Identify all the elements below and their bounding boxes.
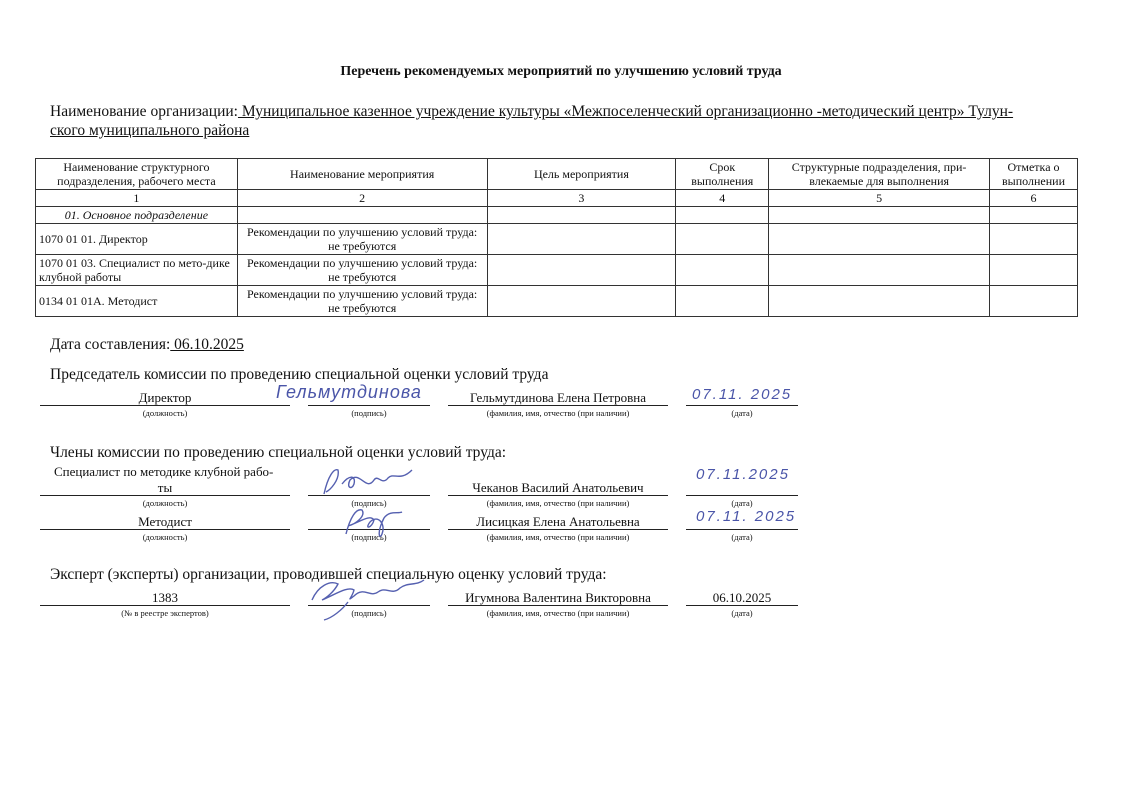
empty-cell [990, 207, 1078, 224]
signature-caption: (подпись) [351, 498, 387, 508]
table-row [36, 286, 1078, 317]
organization-block [50, 102, 1080, 140]
row-term [676, 286, 769, 317]
column-number: 5 [769, 190, 990, 207]
date-caption: (дата) [731, 498, 753, 508]
member1-name: Чеканов Василий Анатольевич [448, 480, 668, 496]
chairman-signature-handwritten: Гельмутдинова [276, 382, 422, 402]
member2-name: Лисицкая Елена Анатольевна [448, 514, 668, 530]
header-units: Структурные подразделения, при-влекаемые для выполнения [769, 159, 990, 190]
column-number: 4 [676, 190, 769, 207]
signature-caption: (подпись) [351, 532, 387, 542]
expert-signature-row [0, 588, 1122, 618]
compile-date [50, 336, 244, 354]
table-row [36, 255, 1078, 286]
measures-table [35, 158, 1078, 317]
expert-name: Игумнова Валентина Викторовна [448, 590, 668, 606]
member2-position: Методист [40, 514, 290, 530]
row-measure: Рекомендации по улучшению условий труда: не требуются [237, 286, 487, 317]
fio-caption: (фамилия, имя, отчество (при наличии) [486, 408, 630, 418]
row-mark [990, 255, 1078, 286]
column-number: 3 [487, 190, 676, 207]
signature-caption: (подпись) [351, 408, 387, 418]
column-number: 6 [990, 190, 1078, 207]
chairman-heading: Председатель комиссии по проведению специальной оценки условий труда [50, 366, 549, 383]
chairman-position: Директор [40, 390, 290, 406]
member1-signature-icon [316, 466, 416, 496]
fio-caption: (фамилия, имя, отчество (при наличии) [486, 608, 630, 618]
row-units [769, 286, 990, 317]
date-caption: (дата) [731, 408, 753, 418]
chairman-name: Гельмутдинова Елена Петровна [448, 390, 668, 406]
row-units [769, 224, 990, 255]
member2-date-handwritten: 07.11. 2025 [696, 508, 797, 525]
expert-number-caption: (№ в реестре экспертов) [121, 608, 209, 618]
empty-cell [676, 207, 769, 224]
section-row [36, 207, 1078, 224]
fio-caption: (фамилия, имя, отчество (при наличии) [486, 498, 630, 508]
organization-name-line1: Муниципальное казенное учреждение культуры «Межпоселенческий организационно -методический центр» Тулун- [237, 103, 1014, 120]
row-mark [990, 286, 1078, 317]
header-goal: Цель мероприятия [487, 159, 676, 190]
member1-date-handwritten: 07.11.2025 [696, 466, 790, 483]
row-measure: Рекомендации по улучшению условий труда: не требуются [237, 255, 487, 286]
table-row [36, 224, 1078, 255]
row-goal [487, 255, 676, 286]
member-signature-row [0, 464, 1122, 508]
chairman-date-handwritten: 07.11. 2025 [692, 386, 793, 403]
signature-caption: (подпись) [351, 608, 387, 618]
column-number: 1 [36, 190, 238, 207]
member2-signature-icon [336, 504, 406, 538]
row-place: 1070 01 01. Директор [36, 224, 238, 255]
position-caption: (должность) [142, 532, 188, 542]
table-number-row [36, 190, 1078, 207]
compile-date-label: Дата составления: [50, 336, 171, 353]
empty-cell [487, 207, 676, 224]
header-mark: Отметка о выполнении [990, 159, 1078, 190]
section-title: 01. Основное подразделение [36, 207, 238, 224]
row-goal [487, 224, 676, 255]
fio-caption: (фамилия, имя, отчество (при наличии) [486, 532, 630, 542]
members-heading: Члены комиссии по проведению специальной оценки условий труда: [50, 444, 507, 461]
row-term [676, 255, 769, 286]
member1-position-line1: Специалист по методике клубной рабо- [54, 464, 274, 479]
member-signature-row [0, 508, 1122, 542]
member1-position-line2: ты [40, 480, 290, 496]
expert-heading: Эксперт (эксперты) организации, проводившей специальную оценку условий труда: [50, 566, 607, 583]
row-units [769, 255, 990, 286]
row-mark [990, 224, 1078, 255]
position-caption: (должность) [142, 498, 188, 508]
row-place: 1070 01 03. Специалист по мето-дике клубной работы [36, 255, 238, 286]
date-caption: (дата) [731, 608, 753, 618]
expert-registry-number: 1383 [40, 590, 290, 606]
expert-signature-icon [308, 578, 428, 624]
empty-cell [769, 207, 990, 224]
empty-cell [237, 207, 487, 224]
date-caption: (дата) [731, 532, 753, 542]
chairman-signature-row [0, 382, 1122, 418]
organization-label: Наименование организации: [50, 103, 238, 120]
row-goal [487, 286, 676, 317]
expert-date: 06.10.2025 [686, 590, 798, 606]
header-measure: Наименование мероприятия [237, 159, 487, 190]
header-place: Наименование структурного подразделения, рабочего места [36, 159, 238, 190]
column-number: 2 [237, 190, 487, 207]
position-caption: (должность) [142, 408, 188, 418]
document-title: Перечень рекомендуемых мероприятий по улучшению условий труда [340, 64, 782, 79]
header-term: Срок выполнения [676, 159, 769, 190]
row-place: 0134 01 01А. Методист [36, 286, 238, 317]
row-term [676, 224, 769, 255]
organization-name-line2: ского муниципального района [50, 122, 250, 139]
compile-date-value: 06.10.2025 [170, 336, 244, 353]
table-header-row [36, 159, 1078, 190]
row-measure: Рекомендации по улучшению условий труда: не требуются [237, 224, 487, 255]
